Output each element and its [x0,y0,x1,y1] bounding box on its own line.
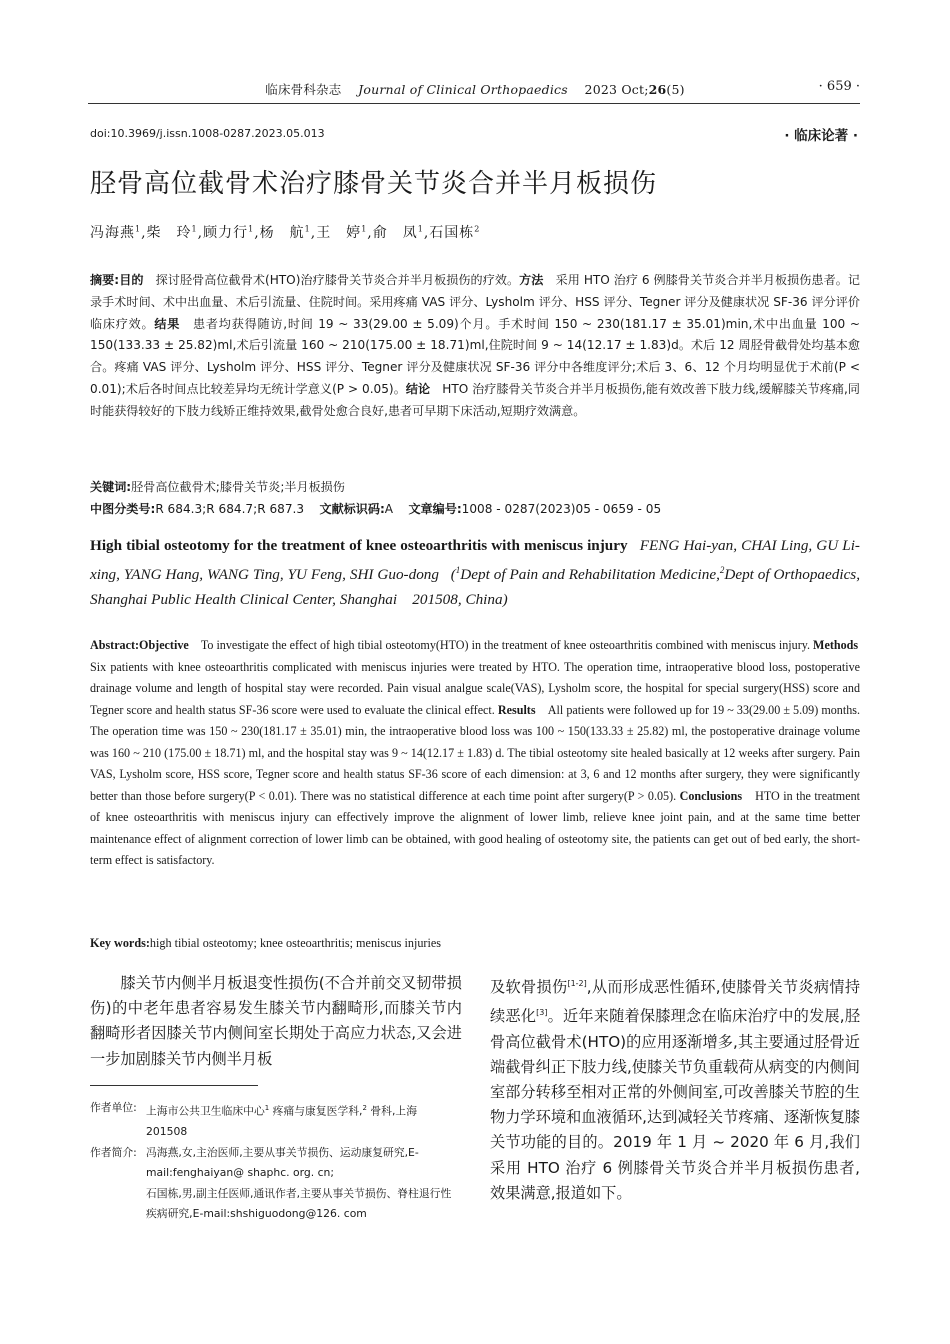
keywords-value: 胫骨高位截骨术;膝骨关节炎;半月板损伤 [131,480,345,494]
methods-label: 方法 [519,273,544,287]
author-affiliation-mark: 1 [248,224,255,234]
footnote-label: 作者简介: [90,1145,137,1159]
issue-suffix: (5) [666,82,685,97]
doc-code-value: A [384,502,394,516]
author-affiliation-mark: 1 [361,224,368,234]
methods-label: Methods [813,638,859,652]
conclusions-text: HTO in the treatment of knee osteoarthritis with meniscus injury can effectively improve the alignment of lower limb, relieve knee joint pain, and at the same time better maintenance effect of alignment correction of lower limb can be obtained, with good healing of osteotomy site, the patients can get out of bed early, the short-term effect is satisfactory. [90,788,860,867]
footnote-bio-2: 石国栋,男,副主任医师,通讯作者,主要从事关节损伤、脊柱退行性疾病研究,E-mail:shshiguodong@126. com [146,1186,452,1221]
english-affiliation-2: Dept of Orthopaedics, Shanghai Public Health Clinical Center, Shanghai 201508, China [90,566,861,609]
keywords-en [90,936,441,951]
page-number: · 659 · [818,79,860,94]
body-paragraph: 膝关节内侧半月板退变性损伤(不合并前交叉韧带损伤)的中老年患者容易发生膝关节内翻畸形,而膝关节内翻畸形者因膝关节内侧间室长期处于高应力状态,又会进一步加剧膝关节内侧半月板 [90,974,462,1068]
citation: [1-2] [567,979,587,988]
conclusions-label: Conclusions [679,788,743,803]
objective-text: 探讨胫骨高位截骨术(HTO)治疗膝骨关节炎合并半月板损伤的疗效。 [143,273,520,287]
keywords-cn [90,478,860,495]
clc-label: 中图分类号: [90,502,156,516]
author: 柴 玲 [146,225,192,241]
journal-name-cn: 临床骨科杂志 [265,82,342,97]
issue-prefix: 2023 Oct; [584,82,649,97]
citation: [3] [536,1008,548,1018]
abstract-en [90,635,871,872]
doc-code-label: 文献标识码: [319,502,385,516]
footnote-bio [90,1143,462,1225]
objective-label: 目的 [119,273,144,287]
header-rule [88,103,860,104]
footnote-text: 上海市公共卫生临床中心 [146,1104,265,1118]
keywords-label: Key words: [90,936,150,950]
footnotes [90,1098,462,1225]
abstract-label: Abstract: [90,638,140,652]
article-number-label: 文章编号: [408,502,462,516]
author-affiliation-mark: 1 [304,224,311,234]
objective-label: Objective [139,638,189,652]
objective-text: To investigate the effect of high tibial osteotomy(HTO) in the treatment of knee osteoarthritis combined with meniscus injury. [188,638,811,652]
results-text: 患者均获得随访,时间 19 ~ 33(29.00 ± 5.09)个月。手术时间 150 ~ 230(181.17 ± 35.01)min,术中出血量 100 ~ 150(133.33 ± 25.82)ml,术后引流量 160 ~ 210(175.00 ± 18.71)ml,住院时间 9 ~ 14(12.17 ± 1.83)d。术后 12 周胫骨截骨处均基本愈合。疼痛 VAS 评分、Lysholm 评分、HSS 评分、Tegner 评分及健康状况 SF-36 评分中各维度评分;术后 3、6、12 个月均明显优于术前(P < 0.01);术后各时间点比较差异均无统计学意义(P > 0.05)。 [90,316,860,396]
footnote-label: 作者单位: [90,1101,137,1114]
results-text: All patients were followed up for 19 ~ 33(29.00 ± 5.09) months. The operation time was 150 ~ 230(181.17 ± 35.01) min, the intraoperative blood loss was 100 ~ 150(133.33 ± 25.82) ml, the postoperative drainage volume was 160 ~ 210 (175.00 ± 18.71) ml, and the hospital stay was 9 ~ 14(12.17 ± 1.83) d. The tibial osteotomy site healed basically at 12 weeks after surgery. Pain VAS, Lysholm score, HSS score, Tegner score and health status SF-36 score of each dimension: at 3, 6 and 12 months after surgery, they were significantly better than those before surgery(P < 0.01). There was no statistical difference at each time point after surgery(P > 0.05). [90,702,860,803]
article-number-value: 1008 - 0287(2023)05 - 0659 - 05 [461,502,662,516]
abstract-label: 摘要: [90,273,120,287]
volume: 26 [648,82,667,97]
author-affiliation-mark: 1 [191,224,198,234]
author: 冯海燕 [90,225,135,241]
affiliation-mark: 1 [264,1104,270,1112]
author-affiliation-mark: 2 [474,224,481,234]
author-affiliation-mark: 1 [135,224,142,234]
author: 王 婷 [316,225,362,241]
keywords-value: high tibial osteotomy; knee osteoarthritis; meniscus injuries [149,936,442,950]
body-text: 。近年来随着保膝理念在临床治疗中的发展,胫骨高位截骨术(HTO)的应用逐渐增多,其主要通过胫骨近端截骨纠正下肢力线,使膝关节负重载荷从病变的内侧间室部分转移至相对正常的外侧间室,可改善膝关节腔的生物力学环境和血液循环,达到减轻关节疼痛、逐渐恢复膝关节功能的目的。2019 年 1 月 ~ 2020 年 6 月,我们采用 HTO 治疗 6 例膝骨关节炎合并半月板损伤患者,效果满意,报道如下。 [490,1007,861,1202]
english-authors: FENG Hai-yan, CHAI Ling, GU Li-xing, YANG Hang, WANG Ting, YU Feng, SHI Guo-dong [90,537,860,584]
body-column-left [90,971,462,1072]
doi: doi:10.3969/j.issn.1008-0287.2023.05.013 [90,127,325,140]
journal-name-en: Journal of Clinical Orthopaedics [358,82,568,97]
methods-text: 采用 HTO 治疗 6 例膝骨关节炎合并半月板损伤患者。记录手术时间、术中出血量、术后引流量、住院时间。采用疼痛 VAS 评分、Lysholm 评分、HSS 评分、Tegner 评分及健康状况 SF-36 评分评价临床疗效。 [90,273,860,331]
keywords-label: 关键词: [90,480,132,494]
section-label: · 临床论著 · [784,128,858,144]
author-affiliation-mark: 1 [417,224,424,234]
running-header [240,80,710,98]
footnote-affiliation [90,1098,462,1143]
body-text: 及软骨损伤 [490,978,568,997]
english-affiliation-1: Dept of Pain and Rehabilitation Medicine, [460,566,720,584]
author: 俞 凤 [372,225,418,241]
footnote-text: 骨科,上海 201508 [146,1104,428,1139]
footnote-text: 疼痛与康复医学科, [269,1104,363,1118]
article-title: 胫骨高位截骨术治疗膝骨关节炎合并半月板损伤 [90,169,658,199]
clc-value: R 684.3;R 684.7;R 687.3 [155,502,305,516]
author: 顾力行 [203,225,249,241]
author: 杨 航 [259,225,305,241]
conclusion-text: HTO 治疗膝骨关节炎合并半月板损伤,能有效改善下肢力线,缓解膝关节疼痛,同时能获得较好的下肢力线矫正维持效果,截骨处愈合良好,患者可早期下床活动,短期疗效满意。 [90,381,860,418]
author: 石国栋 [429,225,475,241]
footnote-bio-1: 冯海燕,女,主治医师,主要从事关节损伤、运动康复研究,E-mail:fenghaiyan@ shaphc. org. cn; [146,1145,419,1180]
body-text: ,从而形成恶性循环,使膝骨关节炎病情持续恶化 [490,978,861,1026]
results-label: 结果 [154,316,181,331]
author-list: 冯海燕$^1$,柴 玲$^1$,顾力行$^1$,杨 航$^1$,王 婷$^1$,俞 凤$^1$,石国栋$^2$ [90,224,481,241]
english-title: High tibial osteotomy for the treatment of knee osteoarthritis with meniscus injury [90,537,628,554]
english-title-block: High tibial osteotomy for the treatment of knee osteoarthritis with meniscus injury FENG Hai-yan, CHAI Ling, GU Li-xing, YANG Hang, WANG Ting, YU Feng, SHI Guo-dong ($^1$Dept of Pain and Rehabilitation Medicine,$^2$Dept of Orthopaedics, Shanghai Public Health Clinical Center, Shanghai 201508, China) [90,537,861,609]
results-label: Results [497,702,536,717]
abstract-cn [90,270,860,423]
affiliation-mark: 2 [719,565,725,575]
conclusion-label: 结论 [405,381,431,396]
footnote-rule [90,1085,258,1086]
body-column-right [490,971,860,1206]
affiliation-mark: 1 [455,565,461,575]
affiliation-mark: 2 [362,1104,367,1112]
classification-line [90,500,860,517]
methods-text: Six patients with knee osteoarthritis complicated with meniscus injuries were treated by HTO. The operation time, intraoperative blood loss, postoperative drainage volume and length of hospital stay were recorded. Pain visual analgue scale(VAS), Lysholm score, the hospital for special surgery(HSS) score and Tegner score and health status SF-36 score were used to evaluate the clinical effect. [90,638,871,717]
